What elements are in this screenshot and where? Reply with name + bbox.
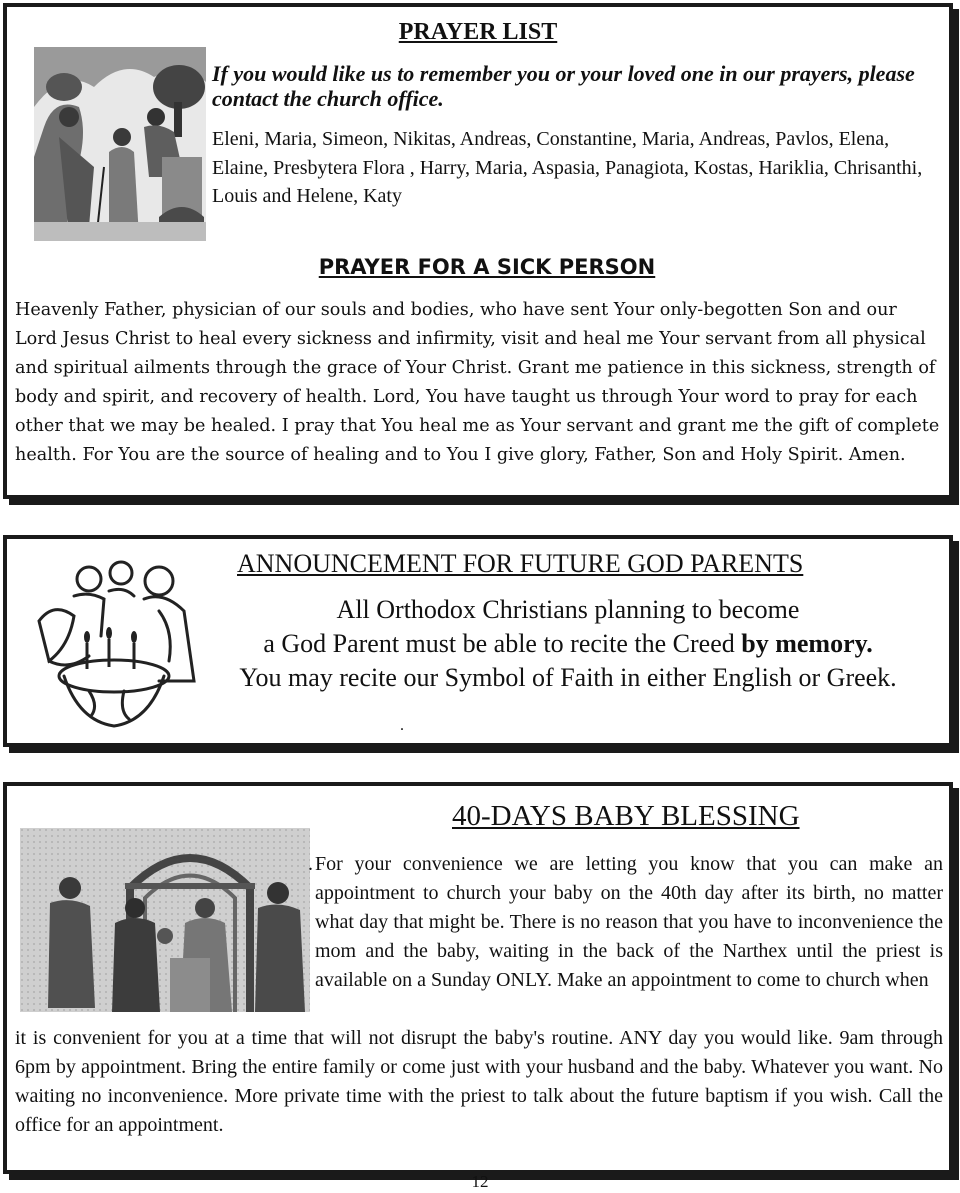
baby-blessing-lead-dot: . <box>308 853 313 875</box>
godparents-line-2-text: a God Parent must be able to recite the Creed <box>263 629 742 658</box>
godparents-text <box>197 593 939 695</box>
sick-prayer-text: Heavenly Father, physician of our souls and bodies, who have sent Your only-begotten Son and our Lord Jesus Christ to heal every sickness and infirmity, visit and heal me Your servant from all physical and spiritual ailments through the grace of Your Christ. Grant me patience in this sickness, strength of body and spirit, and recovery of health. Lord, You have taught us through Your word to pray for each other that we may be healed. I pray that You heal me as Your servant and grant me the gift of complete health. For You are the source of healing and to You I give glory, Father, Son and Holy Spirit. Amen. <box>15 300 940 465</box>
baby-blessing-text-bottom: it is convenient for you at a time that will not disrupt the baby's routine. ANY day you would like. 9am through 6pm by appointment. Bring the entire family or come just with your husband and the baby. Whatever you want. No waiting no inconvenience. More private time with the priest to talk about the future baptism if you wish. Call the office for an appointment. <box>15 1027 943 1136</box>
baby-blessing-text-top <box>308 850 943 995</box>
presentation-icon-image <box>20 828 310 1012</box>
page-number: 12 <box>471 1172 489 1191</box>
baptism-drawing-image <box>29 551 201 741</box>
godparents-box <box>3 535 953 747</box>
baby-blessing-box <box>3 782 953 1174</box>
prayer-list-names: Eleni, Maria, Simeon, Nikitas, Andreas, Constantine, Maria, Andreas, Pavlos, Elena, Elaine, Presbytera Flora , Harry, Maria, Aspasia, Panagiota, Kostas, Hariklia, Chrisanthi, Louis and Helene, Katy <box>212 128 923 207</box>
godparents-line-2-emphasis: by memory. <box>741 629 873 658</box>
godparents-line-1: All Orthodox Christians planning to become <box>336 595 800 624</box>
prayer-list-box <box>3 3 953 499</box>
godparents-title: ANNOUNCEMENT FOR FUTURE GOD PARENTS <box>237 549 804 578</box>
baby-blessing-text-top-content: For your convenience we are letting you know that you can make an appointment to church your baby on the 40th day after its birth, no matter what day that might be. There is no reason that you have to inconvenience the mom and the baby, waiting in the back of the Narthex until the priest is available on a Sunday ONLY. Make an appointment to come to church when <box>315 853 943 991</box>
sick-prayer-title: PRAYER FOR A SICK PERSON <box>318 255 656 279</box>
prayer-list-title: PRAYER LIST <box>398 19 558 45</box>
icon-healing-image <box>34 47 206 241</box>
godparents-line-3: You may recite our Symbol of Faith in either English or Greek. <box>239 663 897 692</box>
baby-blessing-title: 40-DAYS BABY BLESSING <box>452 800 800 832</box>
godparents-line-2 <box>197 627 939 661</box>
prayer-list-intro: If you would like us to remember you or your loved one in our prayers, please contact the church office. <box>212 61 915 111</box>
godparents-dot: . <box>400 717 404 734</box>
